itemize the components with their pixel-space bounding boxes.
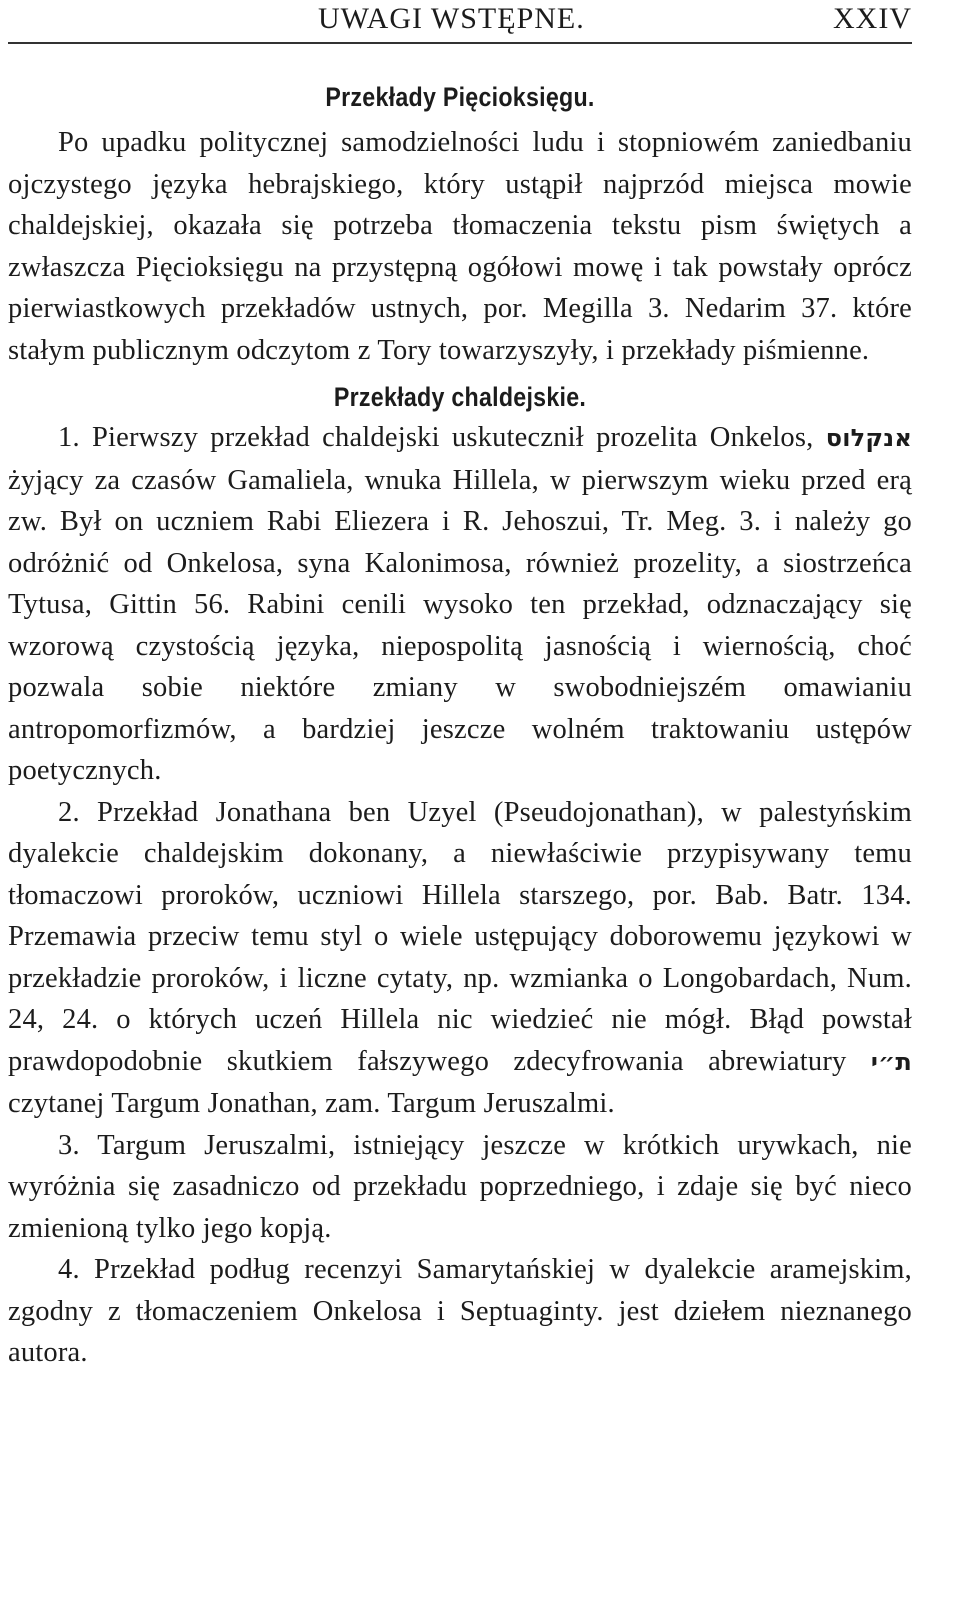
page-number: XXIV [833,2,912,35]
section-heading-pentateuch: Przekłady Pięcioksięgu. [325,82,595,112]
paragraph-item-2 [8,792,912,1125]
hebrew-abbreviation: ת״י [870,1047,913,1076]
paragraph-item-3: 3. Targum Jeruszalmi, istniejący jeszcze w krótkich urywkach, nie wyróżnia się zasadniczo od przekładu poprzedniego, i zdaje się być nieco zmienioną tylko jego kopją. [8,1129,912,1244]
header-rule [8,42,912,44]
hebrew-word-onkelos: אנקלוס [825,424,913,452]
item-2-text-start: 2. Przekład Jonathana ben Uzyel (Pseudojonathan), w palestyńskim dyalekcie chaldejskim dokonany, a niewłaściwie przypisywany temu tłomaczowi proroków, uczniowi Hillela starszego, por. Bab. Batr. 134. Przemawia przeciw temu styl o wiele ustępujący doborowemu językowi w przekładzie proroków, i liczne cytaty, np. wzmianka o Longobardach, Num. 24, 24. o których uczeń Hillela nic wiedzieć nie mógł. Błąd powstał prawdopodobnie skutkiem fałszywego zdecyfrowania abrewiatury [8,796,912,1077]
item-1-text-start: 1. Pierwszy przekład chaldejski uskutecznił prozelita Onkelos, [58,422,814,453]
book-page [8,0,912,1374]
item-1-text-end: żyjący za czasów Gamaliela, wnuka Hillela, w pierwszym wieku przed erą zw. Był on uczniem Rabi Eliezera i R. Jehoszui, Tr. Meg. 3. i należy go odróżnić od Onkelosa, syna Kalonimosa, również prozelity, a siostrzeńca Tytusa, Gittin 56. Rabini cenili wysoko ten przekład, odznaczający się wzorową czystością języka, niepospolitą jasnością i wiernością, choć pozwala sobie niektóre zmiany w swobodniejszém omawianiu antropomorfizmów, a bardziej jeszcze wolném traktowaniu ustępów poetycznych. [8,464,912,786]
running-header [8,0,912,42]
paragraph-item-1 [8,417,912,792]
paragraph-item-4: 4. Przekład podług recenzyi Samarytańskiej w dyalekcie aramejskim, zgodny z tłomaczeniem Onkelosa i Septuaginty. jest dziełem nieznanego autora. [8,1254,912,1368]
section-heading-chaldean: Przekłady chaldejskie. [333,382,587,412]
running-header-title: UWAGI WSTĘPNE. [318,2,585,35]
item-2-text-end: czytanej Targum Jonathan, zam. Targum Jeruszalmi. [8,1088,615,1119]
intro-paragraph: Po upadku politycznej samodzielności ludu i stopniowém zaniedbaniu ojczystego języka hebrajskiego, który ustąpił najprzód miejsca mowie chaldejskiej, okazała się potrzeba tłomaczenia tekstu pism świętych a zwłaszcza Pięcioksięgu na przystępną ogółowi mowę i tak powstały oprócz pierwiastkowych przekładów ustnych, por. Megilla 3. Nedarim 37. które stałym publicznym odczytom z Tory towarzyszyły, i przekłady piśmienne. [8,127,912,366]
